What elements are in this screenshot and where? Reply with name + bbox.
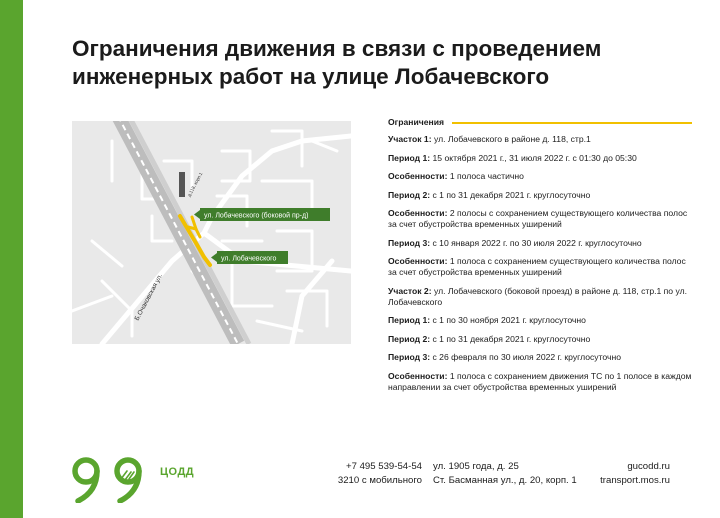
heading-underline: [452, 122, 692, 124]
item-label: Период 3:: [388, 237, 431, 248]
label-side-road-text: ул. Лобачевского (боковой пр-д): [204, 212, 309, 220]
item-label: Период 2:: [388, 189, 431, 200]
item-label: Особенности:: [388, 370, 448, 381]
site-link-gucodd[interactable]: gucodd.ru: [627, 461, 670, 472]
item-label: Особенности:: [388, 208, 448, 218]
codd-logo-text: ЦОДД: [160, 466, 195, 478]
item-text: 1 полоса с сохранением движения ТС по 1 полосе в каждом направлении за счет обустройства временных уширений: [388, 370, 692, 392]
info-item: [388, 153, 692, 164]
codd-logo-icon: [70, 455, 160, 503]
address-line-2: Ст. Басманная ул., д. 20, корп. 1: [433, 475, 577, 486]
info-item: [388, 171, 692, 182]
building-label: д.118, корп.1: [186, 171, 204, 198]
item-label: Период 2:: [388, 333, 431, 344]
restrictions-heading: Ограничения: [388, 117, 445, 127]
info-item: [388, 286, 692, 308]
info-item: [388, 190, 692, 201]
contacts-phone: [322, 460, 422, 488]
info-item: [388, 315, 692, 326]
restrictions-panel: [388, 117, 692, 400]
label-side-road: [194, 208, 330, 221]
item-text: с 1 по 31 декабря 2021 г. круглосуточно: [430, 333, 591, 344]
info-item: [388, 334, 692, 345]
green-sidebar-stripe: [0, 0, 23, 518]
contacts-sites: [588, 460, 670, 488]
item-text: 1 полоса частично: [447, 171, 524, 181]
label-main-road-text: ул. Лобачевского: [221, 255, 277, 263]
building-marker: [179, 172, 185, 197]
item-text: ул. Лобачевского (боковой проезд) в районе д. 118, стр.1 по ул. Лобачевского: [388, 285, 687, 307]
item-label: Период 1:: [388, 152, 431, 163]
info-item: [388, 256, 692, 278]
item-label: Участок 2:: [388, 285, 432, 296]
item-text: 15 октября 2021 г., 31 июля 2022 г. с 01:30 до 05:30: [430, 152, 637, 163]
item-label: Период 3:: [388, 352, 431, 362]
item-text: с 10 января 2022 г. по 30 июля 2022 г. круглосуточно: [430, 237, 642, 248]
page-title: Ограничения движения в связи с проведением инженерных работ на улице Лобачевского: [72, 36, 602, 89]
item-text: 2 полосы с сохранением существующего количества полос за счет обустройства временных уширений: [388, 208, 688, 229]
info-item: [388, 208, 692, 230]
item-text: ул. Лобачевского в районе д. 118, стр.1: [431, 134, 591, 144]
street-label: Б.Очаковская ул.: [133, 272, 165, 322]
info-item: [388, 134, 692, 145]
item-text: 1 полоса с сохранением существующего количества полос за счет обустройства временных уширений: [388, 256, 686, 277]
site-link-transport[interactable]: transport.mos.ru: [600, 475, 670, 486]
item-label: Особенности:: [388, 256, 448, 266]
phone-number[interactable]: +7 495 539-54-54: [345, 461, 422, 472]
address-line-1: ул. 1905 года, д. 25: [433, 461, 519, 472]
item-label: Особенности:: [388, 171, 448, 181]
item-text: с 1 по 30 ноября 2021 г. круглосуточно: [430, 315, 586, 325]
item-label: Период 1:: [388, 315, 431, 325]
info-item: [388, 371, 692, 393]
item-text: с 26 февраля по 30 июля 2022 г. круглосуточно: [430, 352, 622, 362]
info-item: [388, 352, 692, 363]
item-text: с 1 по 31 декабря 2021 г. круглосуточно: [430, 189, 591, 200]
info-item: [388, 238, 692, 249]
map: [72, 121, 351, 344]
contacts-address: [433, 460, 577, 488]
label-main-road: [211, 251, 288, 264]
mobile-short-number: 3210 с мобильного: [337, 475, 422, 486]
item-label: Участок 1:: [388, 134, 432, 144]
map-drawing: [72, 121, 351, 344]
